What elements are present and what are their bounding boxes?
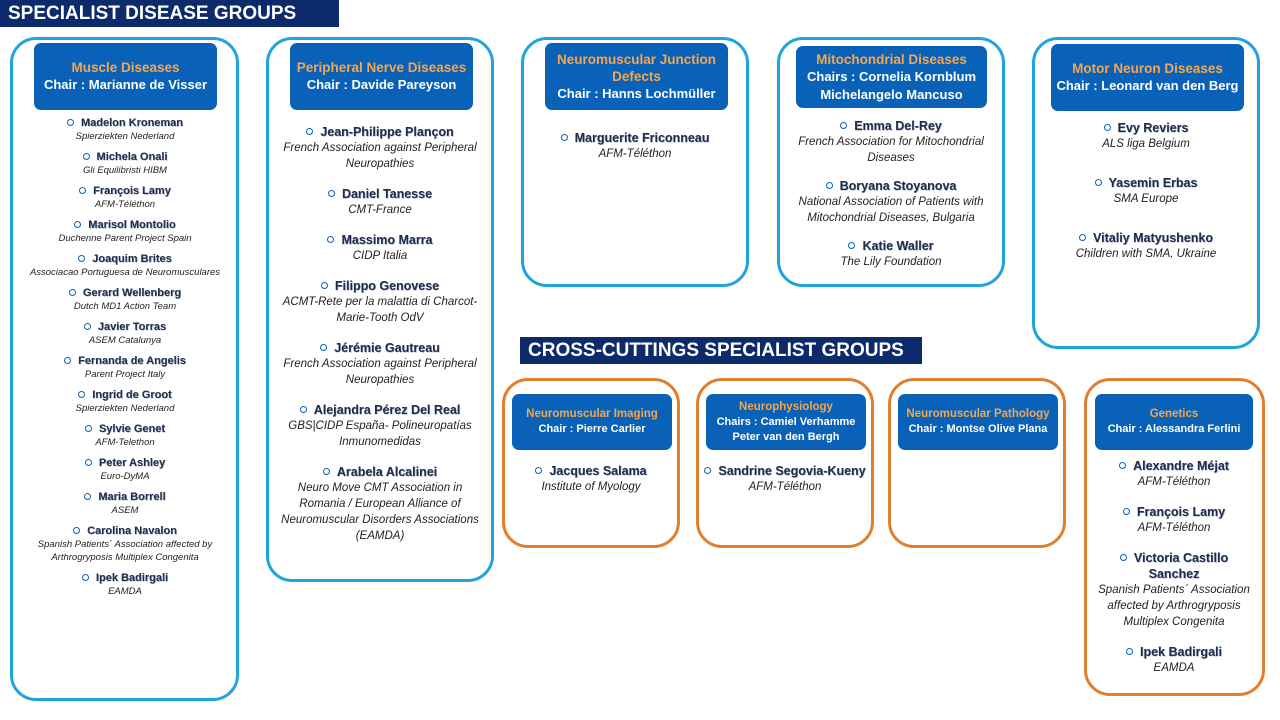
member-item — [21, 218, 229, 245]
member-name-text: Fernanda de Angelis — [78, 355, 186, 367]
member-organization: Spanish Patients´ Association affected by Arthrogryposis Multiplex Congenita — [1098, 584, 1250, 628]
member-organization: Institute of Myology — [541, 481, 641, 493]
member-item — [531, 130, 739, 162]
member-organization: GBS|CIDP España- Polineuropatías Inmunomedidas — [288, 420, 472, 448]
member-organization: EAMDA — [108, 586, 142, 597]
member-name — [699, 463, 871, 479]
member-organization: Spanish Patients´ Association affected by Arthrogryposis Multiplex Congenita — [37, 539, 213, 563]
member-name — [21, 116, 229, 130]
bullet-circle-icon — [535, 467, 542, 474]
member-name-text: Maria Borrell — [98, 491, 166, 503]
member-item — [21, 320, 229, 347]
member-name — [1042, 230, 1250, 246]
member-item — [785, 238, 997, 270]
group-header — [1095, 394, 1253, 450]
member-organization: Euro-DyMA — [100, 471, 150, 482]
member-list — [276, 124, 484, 544]
group-chair: Chair : Pierre Carlier — [538, 423, 646, 435]
member-organization: ASEM Catalunya — [88, 335, 162, 346]
member-name-text: Ipek Badirgali — [95, 572, 169, 584]
member-item — [699, 463, 871, 495]
bullet-circle-icon — [1104, 124, 1111, 131]
group-name: Mitochondrial Diseases — [816, 51, 967, 67]
member-name-text: Sandrine Segovia-Kueny — [718, 464, 866, 478]
group-neuromuscular-junction-defects — [521, 37, 749, 287]
member-name — [21, 150, 229, 164]
group-chair: Chairs : Camiel Verhamme Peter van den Bergh — [716, 415, 856, 443]
group-neurophysiology — [696, 378, 874, 548]
group-header — [512, 394, 672, 450]
member-name — [21, 286, 229, 300]
member-list — [509, 463, 673, 495]
member-organization: Spierziekten Nederland — [75, 403, 175, 414]
group-chair: Chair : Alessandra Ferlini — [1107, 423, 1241, 435]
group-header — [796, 46, 987, 108]
member-name-text: François Lamy — [1136, 505, 1226, 519]
member-item — [21, 150, 229, 177]
member-name-text: Arabela Alcalinei — [336, 465, 438, 479]
member-item — [21, 456, 229, 483]
member-name-text: Vitaliy Matyushenko — [1093, 231, 1213, 245]
member-organization: AFM-Téléthon — [598, 148, 672, 160]
member-name — [1093, 644, 1255, 660]
member-item — [21, 354, 229, 381]
member-name — [785, 238, 997, 254]
bullet-circle-icon — [561, 134, 568, 141]
member-item — [21, 184, 229, 211]
bullet-circle-icon — [704, 467, 711, 474]
member-item — [276, 278, 484, 326]
member-name-text: Ipek Badirgali — [1140, 645, 1222, 659]
group-genetics — [1084, 378, 1265, 696]
member-list — [1093, 458, 1255, 676]
bullet-circle-icon — [78, 391, 85, 398]
member-organization: AFM-Téléthon — [748, 481, 822, 493]
member-name-text: Madelon Kroneman — [80, 117, 184, 129]
member-list — [785, 118, 997, 270]
member-item — [21, 422, 229, 449]
member-item — [1042, 230, 1250, 262]
bullet-circle-icon — [323, 468, 330, 475]
member-name-text: François Lamy — [93, 185, 171, 197]
member-organization: Dutch MD1 Action Team — [73, 301, 177, 312]
member-item — [1093, 644, 1255, 676]
member-item — [21, 286, 229, 313]
member-name-text: Jean-Philippe Plançon — [320, 125, 454, 139]
member-organization: AFM-Téléthon — [1137, 476, 1211, 488]
member-list — [1042, 120, 1250, 262]
member-item — [1042, 175, 1250, 207]
member-item — [276, 186, 484, 218]
member-list — [531, 130, 739, 162]
member-name-text: Gerard Wellenberg — [82, 287, 182, 299]
bullet-circle-icon — [85, 425, 92, 432]
bullet-circle-icon — [826, 182, 833, 189]
bullet-circle-icon — [84, 493, 91, 500]
member-name-text: Javier Torras — [97, 321, 167, 333]
member-name-text: Daniel Tanesse — [341, 187, 433, 201]
bullet-circle-icon — [300, 406, 307, 413]
member-item — [276, 464, 484, 544]
bullet-circle-icon — [328, 190, 335, 197]
member-organization: CMT-France — [348, 204, 412, 216]
member-name — [276, 402, 484, 418]
member-name-text: Victoria Castillo Sanchez — [1133, 551, 1229, 581]
member-list — [699, 463, 871, 495]
member-item — [21, 490, 229, 517]
group-header — [898, 394, 1058, 450]
member-organization: Duchenne Parent Project Spain — [58, 233, 192, 244]
member-name-text: Emma Del-Rey — [854, 119, 942, 133]
member-name — [21, 524, 229, 538]
member-name — [276, 124, 484, 140]
member-name — [1093, 504, 1255, 520]
bullet-circle-icon — [69, 289, 76, 296]
member-item — [276, 124, 484, 172]
member-name — [509, 463, 673, 479]
member-item — [1093, 458, 1255, 490]
group-name: Motor Neuron Diseases — [1072, 61, 1223, 76]
group-chair: Chair : Leonard van den Berg — [1056, 78, 1239, 93]
member-item — [1093, 504, 1255, 536]
bullet-circle-icon — [85, 459, 92, 466]
group-mitochondrial-diseases — [777, 37, 1005, 287]
bullet-circle-icon — [84, 323, 91, 330]
member-organization: Children with SMA, Ukraine — [1075, 248, 1217, 260]
member-organization: National Association of Patients with Mitochondrial Diseases, Bulgaria — [798, 196, 984, 224]
group-chair: Chair : Marianne de Visser — [43, 77, 208, 92]
member-name-text: Filippo Genovese — [334, 279, 440, 293]
group-peripheral-nerve-diseases — [266, 37, 494, 582]
group-header — [1051, 44, 1244, 111]
group-header — [290, 43, 473, 110]
bullet-circle-icon — [78, 255, 85, 262]
bullet-circle-icon — [1126, 648, 1133, 655]
member-item — [785, 118, 997, 166]
member-item — [276, 232, 484, 264]
group-name: Peripheral Nerve Diseases — [296, 60, 467, 75]
bullet-circle-icon — [82, 574, 89, 581]
member-item — [509, 463, 673, 495]
bullet-circle-icon — [327, 236, 334, 243]
bullet-circle-icon — [848, 242, 855, 249]
member-name-text: Jacques Salama — [549, 464, 647, 478]
group-neuromuscular-imaging — [502, 378, 680, 548]
bullet-circle-icon — [67, 119, 74, 126]
bullet-circle-icon — [1079, 234, 1086, 241]
member-organization: The Lily Foundation — [840, 256, 942, 268]
member-organization: CIDP Italia — [352, 250, 408, 262]
member-name — [21, 218, 229, 232]
member-name-text: Evy Reviers — [1117, 121, 1189, 135]
member-item — [21, 571, 229, 598]
member-organization: French Association against Peripheral Neuropathies — [283, 142, 477, 170]
member-organization: SMA Europe — [1113, 193, 1179, 205]
bullet-circle-icon — [73, 527, 80, 534]
member-organization: Parent Project Italy — [84, 369, 166, 380]
member-name-text: Massimo Marra — [341, 233, 433, 247]
member-item — [21, 388, 229, 415]
member-name — [21, 388, 229, 402]
member-item — [21, 116, 229, 143]
group-header — [545, 43, 728, 110]
member-name-text: Katie Waller — [862, 239, 934, 253]
member-name-text: Sylvie Genet — [98, 423, 166, 435]
member-item — [21, 252, 229, 279]
group-header — [706, 394, 866, 450]
member-organization: ACMT-Rete per la malattia di Charcot-Marie-Tooth OdV — [282, 296, 478, 324]
member-name-text: Alejandra Pérez Del Real — [313, 403, 461, 417]
group-name: Muscle Diseases — [71, 60, 180, 75]
bullet-circle-icon — [74, 221, 81, 228]
member-name — [21, 456, 229, 470]
member-organization: French Association against Peripheral Neuropathies — [283, 358, 477, 386]
member-name — [531, 130, 739, 146]
member-organization: ALS liga Belgium — [1102, 138, 1190, 150]
member-name-text: Jérémie Gautreau — [334, 341, 440, 355]
group-name: Genetics — [1149, 408, 1199, 420]
bullet-circle-icon — [320, 344, 327, 351]
member-list — [21, 116, 229, 598]
member-name-text: Alexandre Méjat — [1133, 459, 1229, 473]
bullet-circle-icon — [840, 122, 847, 129]
member-name — [276, 278, 484, 294]
member-name — [276, 232, 484, 248]
specialist-groups-title: SPECIALIST DISEASE GROUPS — [0, 0, 339, 27]
group-neuromuscular-pathology — [888, 378, 1066, 548]
group-chair: Chair : Montse Olive Plana — [908, 423, 1048, 435]
member-organization: AFM-Téléthon — [1137, 522, 1211, 534]
member-organization: Associacao Portuguesa de Neuromusculares — [29, 267, 221, 278]
group-motor-neuron-diseases — [1032, 37, 1260, 349]
member-name — [21, 571, 229, 585]
bullet-circle-icon — [1095, 179, 1102, 186]
member-name-text: Marguerite Friconneau — [574, 131, 710, 145]
bullet-circle-icon — [79, 187, 86, 194]
member-name-text: Marisol Montolio — [88, 219, 176, 231]
member-item — [1042, 120, 1250, 152]
group-chair: Chair : Davide Pareyson — [306, 77, 457, 92]
member-organization: ASEM — [111, 505, 139, 516]
member-name — [1042, 120, 1250, 136]
member-name-text: Peter Ashley — [98, 457, 166, 469]
member-name — [21, 422, 229, 436]
member-name-text: Yasemin Erbas — [1108, 176, 1198, 190]
member-name — [21, 354, 229, 368]
member-name-text: Carolina Navalon — [87, 525, 177, 537]
cross-cutting-groups-title: CROSS-CUTTINGS SPECIALIST GROUPS — [520, 337, 922, 364]
group-name: Neuromuscular Pathology — [906, 408, 1050, 420]
bullet-circle-icon — [1120, 554, 1127, 561]
member-name — [276, 340, 484, 356]
member-name — [21, 490, 229, 504]
group-chair: Chair : Hanns Lochmüller — [557, 85, 716, 101]
bullet-circle-icon — [1123, 508, 1130, 515]
bullet-circle-icon — [1119, 462, 1126, 469]
member-name — [21, 184, 229, 198]
member-name-text: Ingrid de Groot — [92, 389, 172, 401]
member-name — [785, 118, 997, 134]
group-name: Neurophysiology — [739, 400, 833, 413]
member-organization: AFM-Téléthon — [94, 199, 156, 210]
member-name — [276, 186, 484, 202]
group-name: Neuromuscular Junction Defects — [556, 51, 717, 84]
group-header — [34, 43, 217, 110]
member-name-text: Boryana Stoyanova — [839, 179, 957, 193]
member-organization: Spierziekten Nederland — [75, 131, 175, 142]
member-name — [21, 320, 229, 334]
bullet-circle-icon — [306, 128, 313, 135]
member-item — [276, 402, 484, 450]
member-name — [1093, 458, 1255, 474]
member-organization: Neuro Move CMT Association in Romania / European Alliance of Neuromuscular Disorders Associations (EAMDA) — [281, 482, 479, 542]
member-name — [21, 252, 229, 266]
group-name: Neuromuscular Imaging — [526, 408, 658, 420]
member-name-text: Joaquim Brites — [92, 253, 172, 265]
member-name — [785, 178, 997, 194]
member-organization: AFM-Telethon — [95, 437, 155, 448]
member-name — [276, 464, 484, 480]
member-organization: French Association for Mitochondrial Diseases — [798, 136, 984, 164]
member-organization: EAMDA — [1153, 662, 1195, 674]
member-item — [276, 340, 484, 388]
bullet-circle-icon — [321, 282, 328, 289]
bullet-circle-icon — [83, 153, 90, 160]
member-item — [1093, 550, 1255, 630]
member-item — [21, 524, 229, 564]
member-organization: Gli Equilibristi HIBM — [83, 165, 167, 176]
member-name — [1042, 175, 1250, 191]
member-item — [785, 178, 997, 226]
member-name — [1093, 550, 1255, 582]
member-name-text: Michela Onali — [96, 151, 168, 163]
group-chair: Chairs : Cornelia Kornblum Michelangelo Mancuso — [806, 68, 977, 102]
bullet-circle-icon — [64, 357, 71, 364]
group-muscle-diseases — [10, 37, 239, 701]
